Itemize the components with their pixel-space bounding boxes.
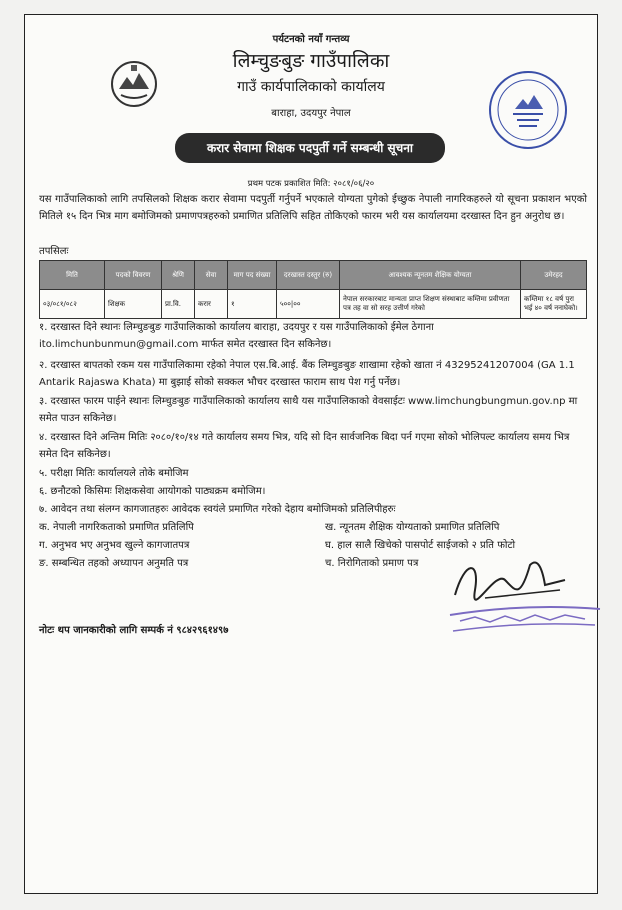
notice-page — [24, 14, 598, 894]
table-row — [40, 290, 587, 319]
signature-stamp-icon — [445, 595, 605, 639]
contact-note: नोटः थप जानकारीको लागि सम्पर्क नं ९८४२९६१४९७ — [39, 625, 229, 636]
address: बाराहा, उदयपुर नेपाल — [271, 108, 351, 119]
tagline: पर्यटनको नयाँ गन्तव्य — [272, 34, 350, 45]
nepal-emblem-icon — [109, 59, 159, 109]
col-header: आवश्यक न्यूनतम शैक्षिक योग्यता — [340, 261, 521, 290]
item-3: ३. दरखास्त फारम पाईने स्थानः लिम्चुङबुङ गाउँपालिकाको कार्यालय साथै यस गाउँपालिकाको वेवसाईटः www.limchungbungmun.gov.np मा समेत पाउन सकिनेछ। — [39, 396, 578, 424]
table-cell: ०३/०८१/०८२ — [40, 290, 105, 319]
publish-date: प्रथम पटक प्रकाशित मिति: २०८१/०६/२० — [247, 179, 375, 189]
tapasil-label: तपसिलः — [39, 246, 69, 257]
col-header: उमेरहद — [521, 261, 587, 290]
office-seal-icon — [487, 69, 569, 151]
table-header-row — [40, 261, 587, 290]
table-cell: कम्तिमा १८ वर्ष पुरा भई ४० वर्ष ननाघेको। — [521, 290, 587, 319]
table-cell: १ — [228, 290, 277, 319]
doc-gha: घ. हाल सालै खिचेको पासपोर्ट साईजको २ प्रति फोटो — [325, 540, 516, 551]
vacancy-table — [39, 260, 587, 319]
col-header: सेवा — [195, 261, 228, 290]
intro-paragraph: यस गाउँपालिकाको लागि तपसिलको शिक्षक करार सेवामा पदपुर्ती गर्नुपर्ने भएकाले योग्यता पुगेको ईच्छुक नेपाली नागरिकहरुले यो सूचना प्रकाशन भएको मितिले १५ दिन भित्र माग बमोजिमको प्रमाणपत्रहरुको प्रमाणित प्रतिलिपि सहित तोकिएको फारम भरी यस कार्यालयमा दरखास्त दिन हुन अनुरोध छ। — [39, 194, 587, 222]
doc-kha: ख. न्यूनतम शैक्षिक योग्यताको प्रमाणित प्रतिलिपि — [325, 522, 500, 533]
doc-cha: च. निरोगिताको प्रमाण पत्र — [325, 558, 419, 569]
col-header: माग पद संख्या — [228, 261, 277, 290]
col-header: मिति — [40, 261, 105, 290]
notice-title: करार सेवामा शिक्षक पदपुर्ती गर्ने सम्बन्धी सूचना — [175, 133, 445, 163]
item-4: ४. दरखास्त दिने अन्तिम मितिः २०८०/१०/१४ गते कार्यालय समय भित्र, यदि सो दिन सार्वजनिक बिदा पर्न गएमा सोको भोलिपल्ट कार्यालय समय भित्र समेत दिन सकिनेछ। — [39, 432, 570, 460]
table-cell: शिक्षक — [105, 290, 162, 319]
item-1: १. दरखास्त दिने स्थानः लिम्चुङबुङ गाउँपालिकाको कार्यालय बाराहा, उदयपुर र यस गाउँपालिकाको ईमेल ठेगाना ito.limchunbunmun@gmail.com मार्फत समेत दरखास्त दिन सकिनेछ। — [39, 322, 434, 350]
doc-nga: ङ. सम्बन्धित तहको अध्यापन अनुमति पत्र — [39, 558, 189, 569]
doc-ka: क. नेपाली नागरिकताको प्रमाणित प्रतिलिपि — [39, 522, 194, 533]
item-7: ७. आवेदन तथा संलग्न कागजातहरुः आवेदक स्वयंले प्रमाणित गरेको देहाय बमोजिमको प्रतिलिपीहरुः — [39, 504, 396, 515]
item-6: ६. छनौटको किसिमः शिक्षकसेवा आयोगको पाठ्यक्रम बमोजिम। — [39, 486, 266, 497]
table-cell: करार — [195, 290, 228, 319]
col-header: पदको विवरण — [105, 261, 162, 290]
table-cell: नेपाल सरकारबाट मान्यता प्राप्त शिक्षण संस्थाबाट कम्तिमा प्रवीणता पत्र तह वा सो सरह उत्तीर्ण गरेको — [340, 290, 521, 319]
org-name: लिम्चुङबुङ गाउँपालिका — [232, 50, 390, 72]
office-name: गाउँ कार्यपालिकाको कार्यालय — [237, 79, 385, 95]
doc-ga: ग. अनुभव भए अनुभव खुल्ने कागजातपत्र — [39, 540, 190, 551]
item-5: ५. परीक्षा मितिः कार्यालयले तोके बमोजिम — [39, 468, 189, 479]
table-cell: ५००|०० — [277, 290, 340, 319]
col-header: दरखास्त दस्तुर (रु) — [277, 261, 340, 290]
table-cell: प्रा.वि. — [162, 290, 195, 319]
col-header: श्रेणि — [162, 261, 195, 290]
item-2: २. दरखास्त बापतको रकम यस गाउँपालिकामा रहेको नेपाल एस.बि.आई. बैंक लिम्चुङबुङ शाखामा रहेको खाता नं 43295241207004 (GA 1.1 Antarik Rajaswa Khata) मा बुझाई सोको सक्कल भौचर दरखास्त फाराम साथ पेश गर्नु पर्नेछ। — [39, 360, 575, 388]
